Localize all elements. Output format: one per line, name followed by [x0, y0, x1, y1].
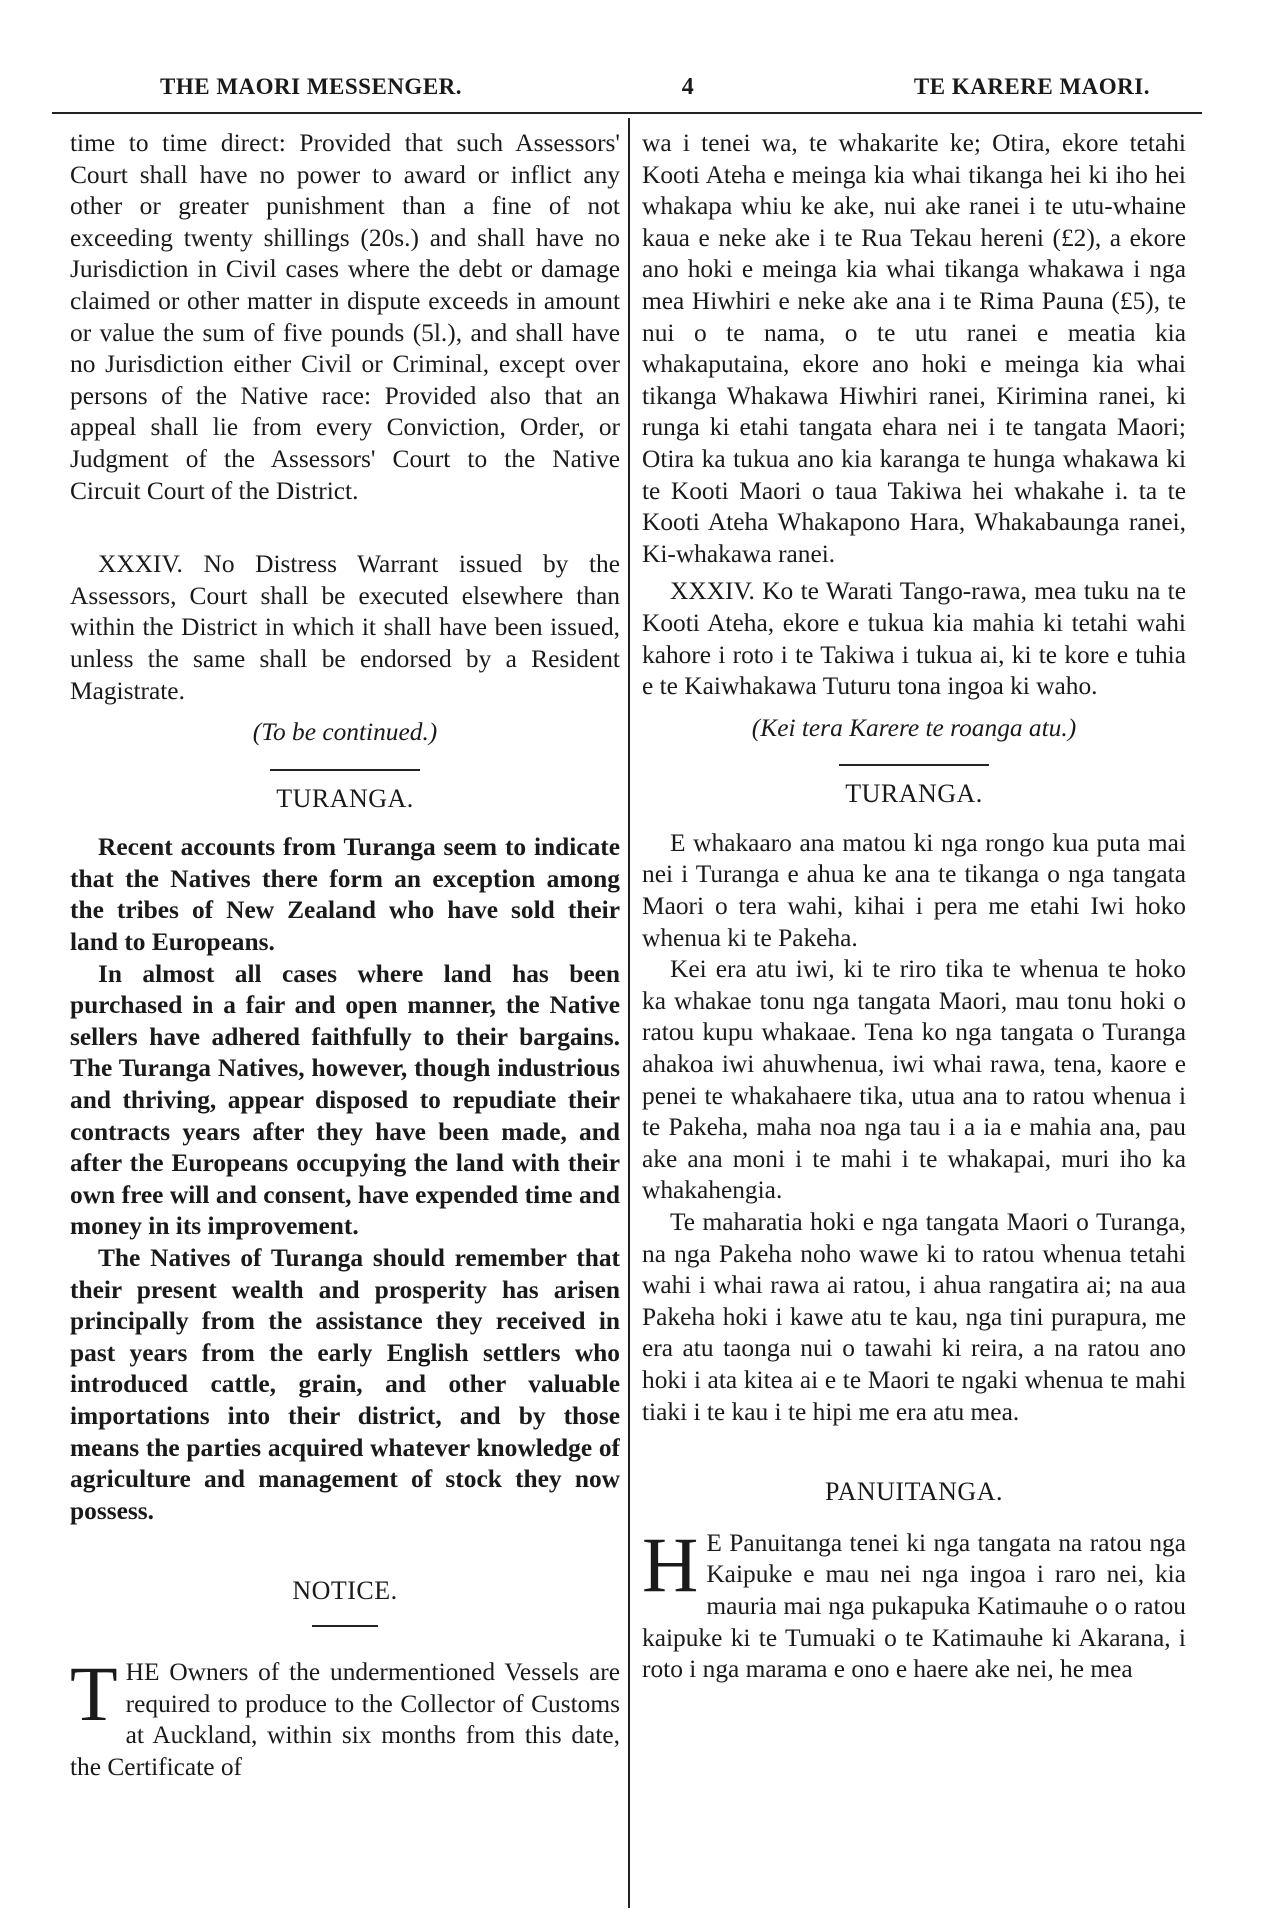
- turanga-heading-maori: TURANGA.: [845, 779, 983, 809]
- section-rule: [839, 764, 989, 766]
- to-be-continued: (To be continued.): [252, 718, 438, 747]
- header-rule: [52, 112, 1202, 114]
- column-divider: [628, 118, 630, 1908]
- turanga-paragraph-2: In almost all cases where land has been purchased in a fair and open manner, the Native sellers have adhered faithfully to their bargains. The Turanga Natives, however, though industrious and thriving, appear disposed to repudiate their contracts years after they have been made, and after the Europeans occupying the land with their own free will and consent, have expended time and money in its improvement.: [70, 959, 620, 1241]
- panuitanga-paragraph: HE Panuitanga tenei ki nga tangata na ratou nga Kaipuke e mau nei nga ingoa i raro nei, kia mauria mai nga pukapuka Katimauhe o o ratou kaipuke ki te Tumuaki o te Katimauhe ki Akarana, i roto i nga marama e ono e haere ake nei, he mea: [642, 1520, 1186, 1684]
- clause-34: XXXIV. No Distress Warrant issued by the Assessors, Court shall be executed elsewhere than within the District in which it shall have been issued, unless the same shall be endorsed by a Resident Magistrate.: [70, 550, 620, 705]
- panuitanga-heading: PANUITANGA.: [825, 1477, 1003, 1507]
- turanga-paragraph-1: Recent accounts from Turanga seem to indicate that the Natives there form an exception among the tribes of New Zealand who have sold their land to Europeans.: [70, 833, 620, 957]
- header-maori-title: TE KARERE MAORI.: [913, 74, 1150, 99]
- kei-tera-karere: (Kei tera Karere te roanga atu.): [751, 713, 1077, 742]
- page-number: 4: [681, 73, 695, 100]
- english-column: [70, 128, 620, 1908]
- turanga-maori-paragraph-3: Te maharatia hoki e nga tangata Maori o Turanga, na nga Pakeha noho wawe ki to ratou whenua tetahi wahi i whai rawa ai ratou, i ahua rangatira ai; na aua Pakeha hoki i kawe atu te kau, nga tini purapura, me era atu taonga nui o tawahi ki reira, a na ratou ano hoki i ata kitea ai e te Maori te ngaki whenua te mahi tiaki i te kau i te hipi me era atu mea.: [642, 1208, 1186, 1426]
- turanga-maori-paragraph-2: Kei era atu iwi, ki te riro tika te whenua te hoko ka whakae tonu nga tangata Maori, mau tonu hoki o ratou kupu whakaae. Tena ko nga tangata o Turanga ahakoa iwi ahuwhenua, iwi whai rawa, tena, kaore e penei te whakahaere tika, utua ana to ratou whenua i te Pakeha, maha noa nga tau i a ia e mahia ana, pau ake ana moni i te mahi i te whakapai, muri iho ka whakahengia.: [642, 955, 1186, 1205]
- rarangi-33-continued: wa i tenei wa, te whakarite ke; Otira, ekore tetahi Kooti Ateha e meinga kia whai tikanga hei ki iho hei whakapa whiu ke ake, nui ake ranei i te utu-whaine kaua e neke ake i te Rua Tekau hereni (£2), a ekore ano hoki e meinga kia whai tikanga whakawa i nga mea Hiwhiri e neke ake ana i te Rima Pauna (£5), te nui o te nama, o te utu ranei e meatia kia whakaputaina, ekore ano hoki e meinga kia whai tikanga Whakawa Hiwhiri ranei, Kirimina ranei, ki runga ki etahi tangata ehara nei i te tangata Maori; Otira ka tukua ano kia karanga te hunga whakawa ki te Kooti Maori o taua Takiwa hei whakahe i. ta te Kooti Ateha Whakapono Hara, Whakabaunga ranei, Ki-whakawa ranei.: [642, 129, 1186, 568]
- turanga-paragraph-3: The Natives of Turanga should remember that their present wealth and prosperity has arisen principally from the assistance they received in past years from the early English settlers who introduced cattle, grain, and other valuable importations into their district, and by those means the parties acquired whatever knowledge of agriculture and management of stock they now possess.: [70, 1244, 620, 1525]
- notice-rule: [312, 1625, 378, 1627]
- notice-heading: NOTICE.: [292, 1576, 398, 1606]
- clause-33-continued: time to time direct: Provided that such Assessors' Court shall have no power to award or inflict any other or greater punishment than a fine of not exceeding twenty shillings (20s.) and shall have no Jurisdiction in Civil cases where the debt or damage claimed or other matter in dispute exceeds in amount or value the sum of five pounds (5l.), and shall have no Jurisdiction either Civil or Criminal, except over persons of the Native race: Provided also that an appeal shall lie from every Conviction, Order, or Judgment of the Assessors' Court to the Native Circuit Court of the District.: [70, 129, 620, 505]
- turanga-heading: TURANGA.: [276, 783, 414, 813]
- header-english-title: THE MAORI MESSENGER.: [160, 74, 463, 99]
- rarangi-34: XXXIV. Ko te Warati Tango-rawa, mea tuku na te Kooti Ateha, ekore e tukua kia mahia ki tetahi wahi kahore i roto i te Takiwa i tukua ai, ki te kore e tuhia e te Kaiwhakawa Tuturu tona ingoa ki waho.: [642, 577, 1186, 701]
- maori-column: [642, 128, 1186, 1908]
- section-rule: [270, 769, 420, 771]
- page-header: [138, 70, 1180, 104]
- notice-paragraph: THE Owners of the undermentioned Vessels are required to produce to the Collector of Customs at Auckland, within six months from this date, the Certificate of: [70, 1649, 620, 1781]
- turanga-maori-paragraph-1: E whakaaro ana matou ki nga rongo kua puta mai nei i Turanga e ahua ke ana te tikanga o nga tangata Maori o tera wahi, kihai i pera me etahi Iwi hoko whenua ki te Pakeha.: [642, 828, 1186, 952]
